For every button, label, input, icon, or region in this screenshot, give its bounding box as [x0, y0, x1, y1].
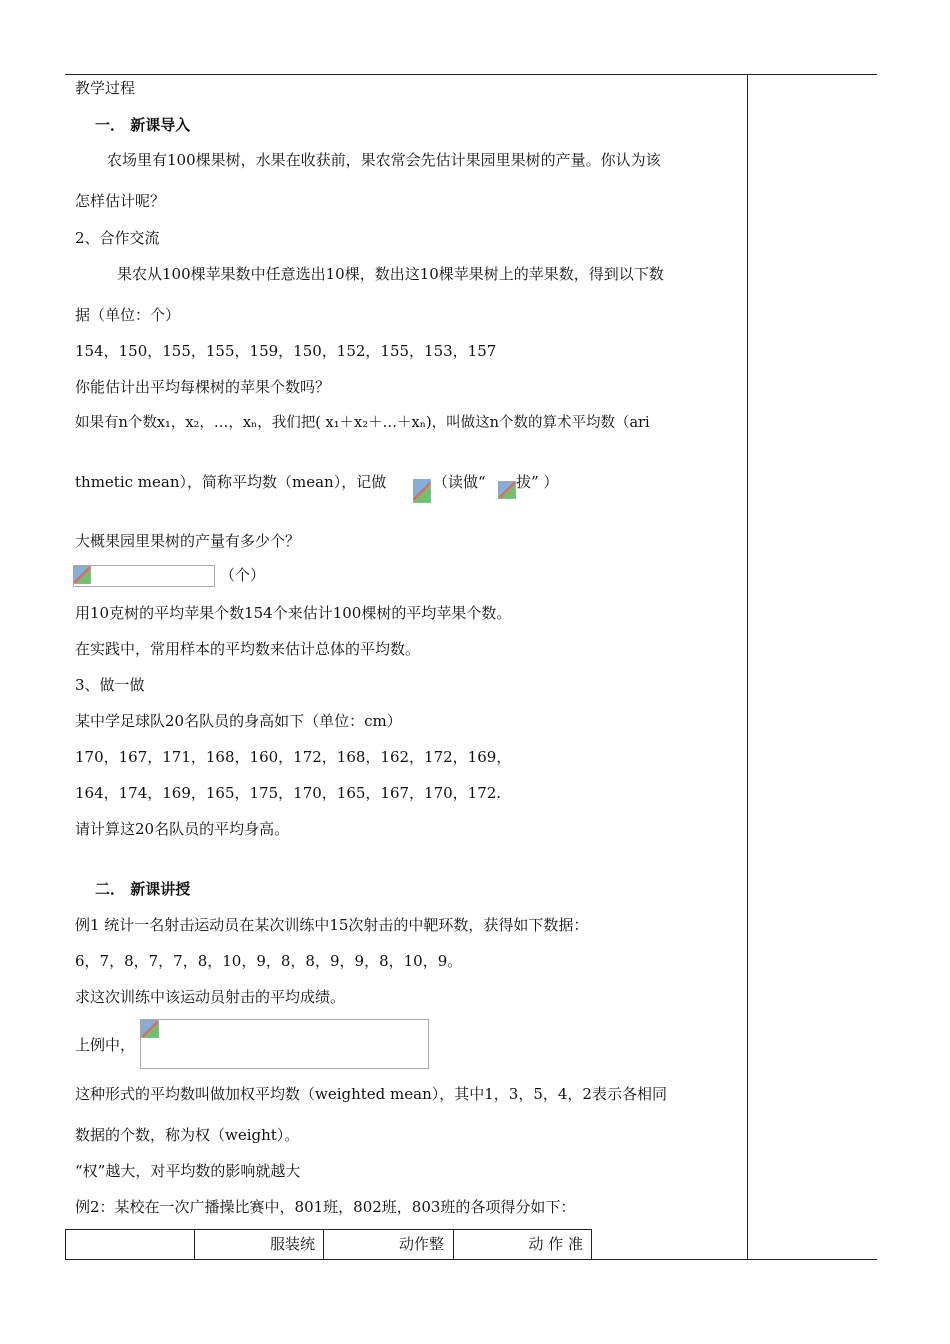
formula-image-box — [73, 565, 215, 587]
paragraph: “权”越大，对平均数的影响就越大 — [75, 1162, 301, 1180]
unit-label: （个） — [220, 566, 266, 584]
table-border — [65, 1229, 66, 1260]
definition-text: thmetic mean），简称平均数（mean），记做 — [75, 473, 387, 491]
subsection-title: 2、合作交流 — [75, 229, 160, 247]
example: 例2：某校在一次广播操比赛中，801班，802班，803班的各项得分如下： — [75, 1198, 576, 1216]
definition-cont — [75, 473, 386, 491]
paragraph: 数据的个数，称为权（weight）。 — [75, 1126, 300, 1144]
definition-read-end: 拔” ） — [516, 473, 559, 491]
data-list: 6，7，8，7，7，8，10，9，8，8，9，9，8，10，9。 — [75, 952, 463, 970]
question: 你能估计出平均每棵树的苹果个数吗？ — [75, 378, 331, 396]
xbar-image-icon — [498, 481, 516, 499]
data-list: 154，150，155，155，159，150，152，155，153，157 — [75, 342, 497, 360]
formula-image-icon — [141, 1020, 159, 1038]
section-label: 教学过程 — [75, 79, 136, 97]
paragraph: 在实践中，常用样本的平均数来估计总体的平均数。 — [75, 640, 421, 658]
table-header-cell: 动作整 — [398, 1235, 444, 1253]
example: 例1 统计一名射击运动员在某次训练中15次射击的中靶环数，获得如下数据： — [75, 916, 589, 934]
definition-read: （读做“ — [433, 473, 486, 491]
data-list: 170，167，171，168，160，172，168，162，172，169， — [75, 748, 512, 766]
table-header-cell: 动 作 准 — [528, 1235, 583, 1253]
paragraph: 怎样估计呢？ — [75, 192, 166, 210]
paragraph: 据（单位：个） — [75, 306, 181, 324]
table-header-cell: 服装统 — [269, 1235, 315, 1253]
heading-intro: 一． 新课导入 — [95, 116, 191, 134]
question: 请计算这20名队员的平均身高。 — [75, 820, 290, 838]
table-border — [591, 1229, 592, 1260]
xbar-image-icon — [413, 479, 431, 503]
column-divider — [747, 74, 748, 1260]
paragraph: 农场里有100棵果树，水果在收获前，果农常会先估计果园里果树的产量。你认为该 — [107, 151, 661, 169]
paragraph: 果农从100棵苹果数中任意选出10棵，数出这10棵苹果树上的苹果数，得到以下数 — [117, 265, 664, 283]
top-rule — [65, 74, 877, 75]
formula-image-icon — [73, 566, 91, 584]
heading-lecture: 二． 新课讲授 — [95, 880, 191, 898]
score-table — [65, 1229, 592, 1260]
example: 上例中， — [75, 1036, 136, 1054]
formula-image-box — [140, 1019, 429, 1069]
paragraph: 用10克树的平均苹果个数154个来估计100棵树的平均苹果个数。 — [75, 604, 512, 622]
example: 求这次训练中该运动员射击的平均成绩。 — [75, 988, 346, 1006]
paragraph: 某中学足球队20名队员的身高如下（单位：cm） — [75, 712, 402, 730]
subsection-title: 3、做一做 — [75, 676, 145, 694]
question: 大概果园里果树的产量有多少个？ — [75, 532, 301, 550]
definition: 如果有n个数x₁，x₂，…，xₙ，我们把( x₁＋x₂＋…＋xₙ)，叫做这n个数的算术平均数（ari — [75, 415, 650, 431]
data-list: 164，174，169，165，175，170，165，167，170，172. — [75, 784, 502, 802]
paragraph: 这种形式的平均数叫做加权平均数（weighted mean），其中1，3，5，4，2表示各相同 — [75, 1085, 667, 1103]
